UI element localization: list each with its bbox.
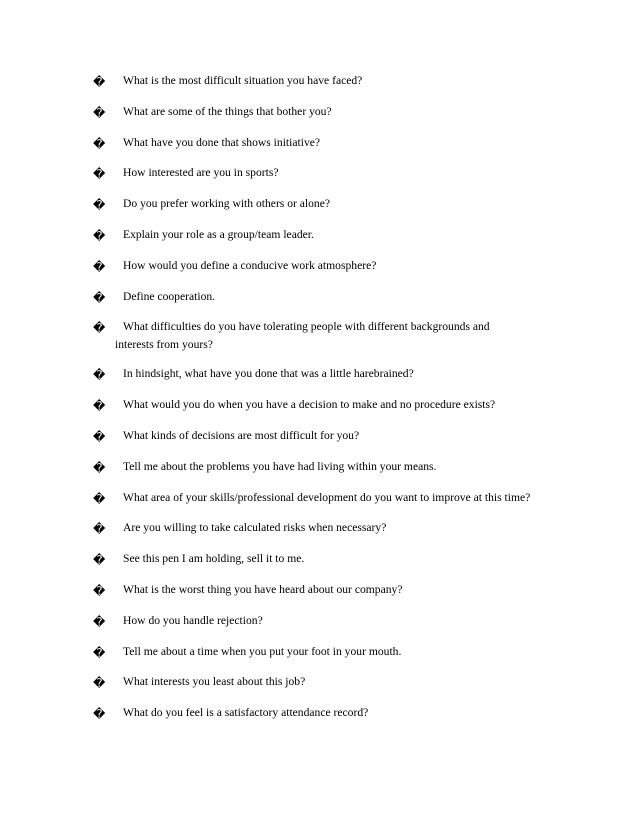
- bullet-icon: �: [93, 645, 106, 660]
- list-item: [93, 550, 593, 568]
- question-text: What interests you least about this job?: [123, 675, 306, 689]
- bullet-icon: �: [93, 75, 106, 89]
- bullet-icon: �: [93, 368, 106, 383]
- bullet-icon: �: [93, 259, 106, 274]
- question-text: What have you done that shows initiative?: [123, 135, 321, 149]
- list-item: [93, 581, 593, 599]
- question-text: Tell me about the problems you have had living within your means.: [123, 459, 437, 473]
- list-item: [93, 704, 593, 722]
- bullet-icon: �: [93, 321, 106, 336]
- question-text: Explain your role as a group/team leader.: [123, 227, 314, 241]
- list-item: [93, 458, 593, 476]
- question-text: Are you willing to take calculated risks when necessary?: [123, 521, 387, 535]
- list-item: [93, 612, 593, 630]
- bullet-icon: �: [93, 399, 106, 414]
- question-text: How would you define a conducive work atmosphere?: [123, 258, 377, 272]
- list-item: [93, 226, 593, 244]
- question-text: What is the most difficult situation you have faced?: [123, 74, 363, 87]
- bullet-icon: �: [93, 290, 106, 305]
- question-text: How interested are you in sports?: [123, 166, 279, 180]
- list-item: [93, 489, 593, 507]
- bullet-icon: �: [93, 522, 106, 537]
- question-text: See this pen I am holding, sell it to me.: [123, 552, 305, 566]
- bullet-icon: �: [93, 429, 106, 444]
- list-item: [93, 673, 593, 691]
- list-item: [93, 257, 593, 275]
- bullet-icon: �: [93, 460, 106, 475]
- list-item: [93, 318, 593, 354]
- list-item: [93, 134, 593, 152]
- question-text: Tell me about a time when you put your foot in your mouth.: [123, 644, 402, 658]
- list-item: [93, 427, 593, 445]
- question-list: [93, 72, 593, 735]
- bullet-icon: �: [93, 707, 106, 722]
- question-text: What is the worst thing you have heard about our company?: [123, 582, 403, 596]
- list-item: [93, 519, 593, 537]
- list-item: [93, 103, 593, 121]
- list-item: [93, 195, 593, 213]
- list-item: [93, 643, 593, 661]
- question-text: In hindsight, what have you done that was a little harebrained?: [123, 367, 414, 381]
- list-item: [93, 72, 593, 90]
- bullet-icon: �: [93, 167, 106, 182]
- question-text: How do you handle rejection?: [123, 613, 263, 627]
- bullet-icon: �: [93, 676, 106, 691]
- list-item: [93, 164, 593, 182]
- list-item: [93, 365, 593, 383]
- bullet-icon: �: [93, 553, 106, 568]
- question-text: What would you do when you have a decision to make and no procedure exists?: [123, 398, 496, 412]
- bullet-icon: �: [93, 228, 106, 243]
- question-text-continuation: interests from yours?: [115, 338, 213, 352]
- question-text: What kinds of decisions are most difficult for you?: [123, 428, 360, 442]
- question-text: What area of your skills/professional development do you want to improve at this time?: [123, 490, 531, 504]
- bullet-icon: �: [93, 614, 106, 629]
- bullet-icon: �: [93, 583, 106, 598]
- question-text: What difficulties do you have tolerating people with different backgrounds and: [123, 320, 490, 334]
- question-text: What are some of the things that bother you?: [123, 104, 332, 118]
- question-text: Do you prefer working with others or alone?: [123, 197, 331, 211]
- question-text: Define cooperation.: [123, 289, 216, 303]
- list-item: [93, 288, 593, 306]
- bullet-icon: �: [93, 491, 106, 506]
- bullet-icon: �: [93, 198, 106, 213]
- bullet-icon: �: [93, 105, 106, 120]
- bullet-icon: �: [93, 136, 106, 151]
- question-text: What do you feel is a satisfactory attendance record?: [123, 706, 369, 720]
- list-item: [93, 396, 593, 414]
